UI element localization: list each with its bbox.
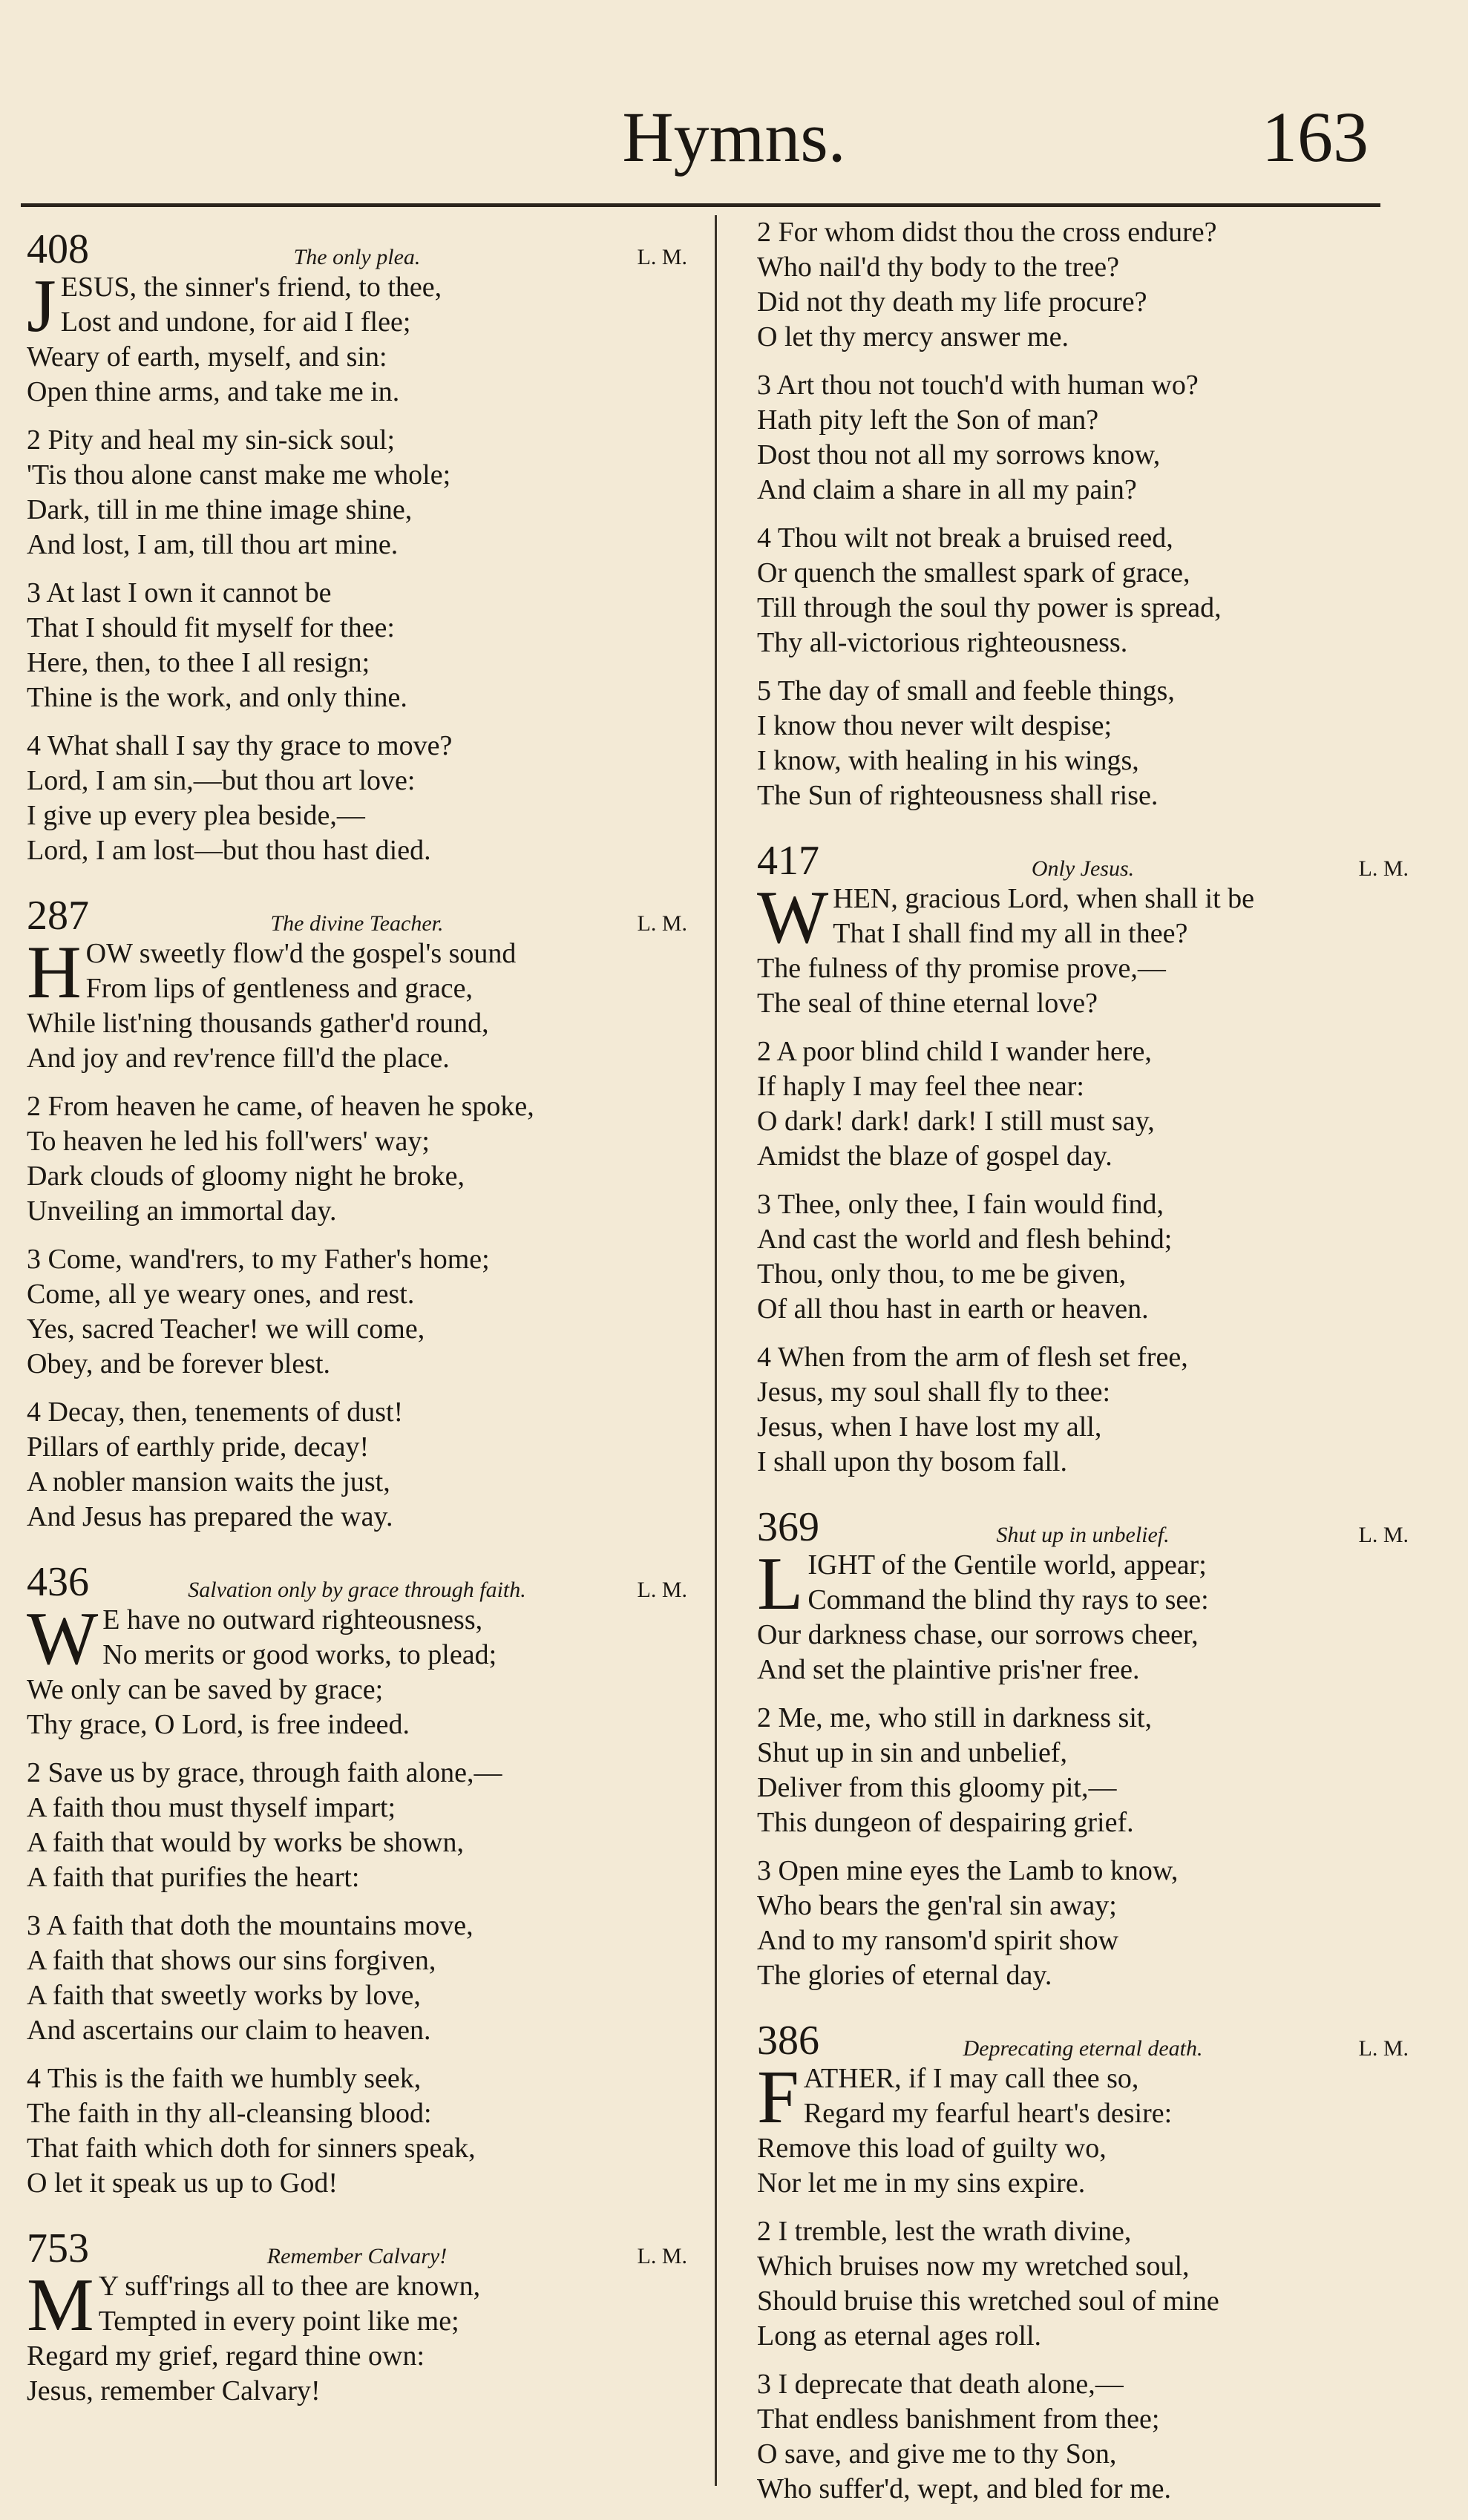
verse — [757, 1542, 1409, 1687]
hymn-meter: L. M. — [637, 245, 687, 269]
verse-line: 2 Pity and heal my sin-sick soul; — [27, 424, 396, 456]
verse-line: 2 Me, me, who still in darkness sit, — [757, 1702, 1152, 1733]
verse-line: Or quench the smallest spark of grace, — [757, 557, 1190, 588]
hymn — [27, 1548, 687, 2201]
verse-line: Till through the soul thy power is spread, — [757, 592, 1222, 623]
verse-line: I give up every plea beside,— — [27, 800, 365, 831]
verse-line: O save, and give me to thy Son, — [757, 2438, 1117, 2470]
verse-line: Tempted in every point like me; — [98, 2306, 459, 2337]
verse-line: A faith that sweetly works by love, — [27, 1980, 421, 2011]
verse-line: Lord, I am lost—but thou hast died. — [27, 835, 431, 866]
verse-line: A nobler mansion waits the just, — [27, 1466, 390, 1497]
verse-line: 3 Open mine eyes the Lamb to know, — [757, 1855, 1179, 1886]
verse-line: The Sun of righteousness shall rise. — [757, 780, 1159, 811]
hymn — [757, 2007, 1409, 2507]
verse-line: We only can be saved by grace; — [27, 1674, 384, 1705]
hymn-header — [27, 215, 687, 270]
verse-line: 2 For whom didst thou the cross endure? — [757, 217, 1217, 248]
verse-line: Come, all ye weary ones, and rest. — [27, 1279, 415, 1310]
hymn-number: 408 — [27, 226, 89, 272]
drop-cap: H — [27, 931, 82, 1014]
verse-line: Thy all-victorious righteousness. — [757, 627, 1128, 658]
verse — [757, 215, 1409, 355]
verse — [27, 931, 687, 1076]
verse-line: Y suff'rings all to thee are known, — [98, 2271, 481, 2302]
verse — [757, 876, 1409, 1021]
hymn-title: Deprecating eternal death. — [963, 2036, 1203, 2061]
verse — [27, 576, 687, 715]
verse-line: Dark clouds of gloomy night he broke, — [27, 1161, 465, 1192]
verse-line: Regard my grief, regard thine own: — [27, 2340, 425, 2372]
verse-line: Who nail'd thy body to the tree? — [757, 252, 1120, 283]
verse-line: And joy and rev'rence fill'd the place. — [27, 1043, 450, 1074]
hymn-title: Shut up in unbelief. — [996, 1523, 1170, 1547]
verse-line: 5 The day of small and feeble things, — [757, 675, 1175, 706]
verse — [27, 729, 687, 868]
hymn-header — [27, 882, 687, 939]
verse-line: Who bears the gen'ral sin away; — [757, 1890, 1117, 1921]
verse-line: 2 A poor blind child I wander here, — [757, 1036, 1152, 1067]
verse-line: That endless banishment from thee; — [757, 2403, 1160, 2435]
verse-line: OW sweetly flow'd the gospel's sound — [85, 938, 517, 969]
verse-line: 3 A faith that doth the mountains move, — [27, 1910, 474, 1941]
verse — [757, 2055, 1409, 2201]
verse-line: A faith thou must thyself impart; — [27, 1792, 396, 1823]
verse-line: No merits or good works, to plead; — [102, 1639, 497, 1670]
verse-line: While list'ning thousands gather'd round, — [27, 1008, 489, 1039]
verse-line: Yes, sacred Teacher! we will come, — [27, 1313, 425, 1345]
header-rule — [21, 203, 1380, 207]
verse-line: ATHER, if I may call thee so, — [803, 2063, 1139, 2094]
hymn-title: The only plea. — [293, 245, 421, 269]
verse-line: Our darkness chase, our sorrows cheer, — [757, 1619, 1199, 1650]
hymn-meter: L. M. — [637, 2244, 687, 2268]
drop-cap: L — [757, 1542, 804, 1626]
verse-line: O dark! dark! dark! I still must say, — [757, 1106, 1155, 1137]
verse-line: 2 I tremble, lest the wrath divine, — [757, 2216, 1132, 2247]
hymn-title: The divine Teacher. — [270, 911, 444, 936]
hymn-header — [27, 1548, 687, 1603]
verse — [757, 674, 1409, 813]
verse-line: I know thou never wilt despise; — [757, 710, 1113, 741]
hymn-meter: L. M. — [1358, 856, 1409, 881]
verse-line: Jesus, my soul shall fly to thee: — [757, 1377, 1111, 1408]
hymn-title: Salvation only by grace through faith. — [188, 1578, 526, 1602]
verse-line: Pillars of earthly pride, decay! — [27, 1431, 370, 1463]
verse-line: A faith that purifies the heart: — [27, 1862, 360, 1893]
verse-line: HEN, gracious Lord, when shall it be — [833, 883, 1255, 914]
verse-line: Jesus, remember Calvary! — [27, 2375, 321, 2406]
verse-line: To heaven he led his foll'wers' way; — [27, 1126, 430, 1157]
drop-cap: W — [757, 876, 829, 959]
verse-line: Should bruise this wretched soul of mine — [757, 2286, 1219, 2317]
verse-line: 4 Decay, then, tenements of dust! — [27, 1397, 404, 1428]
verse-line: Command the blind thy rays to see: — [807, 1584, 1209, 1615]
page-number: 163 — [1262, 97, 1369, 177]
hymn-header — [757, 1493, 1409, 1548]
verse-line: IGHT of the Gentile world, appear; — [807, 1549, 1207, 1581]
verse-line: If haply I may feel thee near: — [757, 1071, 1084, 1102]
hymn-header — [757, 827, 1409, 882]
verse-line: I shall upon thy bosom fall. — [757, 1446, 1067, 1477]
hymn-meter: L. M. — [637, 1578, 687, 1602]
verse — [27, 423, 687, 562]
verse-line: Dark, till in me thine image shine, — [27, 494, 413, 525]
hymn-meter: L. M. — [1358, 1523, 1409, 1547]
verse-line: Regard my fearful heart's desire: — [803, 2098, 1173, 2129]
left-column — [27, 215, 687, 2422]
hymn — [27, 215, 687, 868]
hymn-number: 386 — [757, 2018, 819, 2064]
verse-line: O let thy mercy answer me. — [757, 321, 1069, 352]
verse-line: That I shall find my all in thee? — [833, 918, 1188, 949]
hymn — [27, 2214, 687, 2409]
hymn-number: 417 — [757, 838, 819, 884]
verse — [757, 1340, 1409, 1480]
verse-line: 2 From heaven he came, of heaven he spoke, — [27, 1091, 534, 1122]
verse-line: Who suffer'd, wept, and bled for me. — [757, 2473, 1172, 2504]
verse-line: Deliver from this gloomy pit,— — [757, 1772, 1117, 1803]
verse-line: And to my ransom'd spirit show — [757, 1925, 1119, 1956]
drop-cap: F — [757, 2055, 799, 2139]
verse-line: Did not thy death my life procure? — [757, 286, 1147, 318]
verse-line: Unveiling an immortal day. — [27, 1195, 337, 1227]
verse-line: 4 What shall I say thy grace to move? — [27, 730, 453, 761]
drop-cap: W — [27, 1597, 99, 1681]
verse — [757, 1187, 1409, 1327]
verse-line: ESUS, the sinner's friend, to thee, — [60, 272, 442, 303]
verse — [757, 1034, 1409, 1174]
verse-line: Here, then, to thee I all resign; — [27, 647, 370, 678]
verse-line: E have no outward righteousness, — [102, 1604, 483, 1635]
verse-line: Of all thou hast in earth or heaven. — [757, 1293, 1149, 1325]
drop-cap: M — [27, 2263, 94, 2347]
verse-line: Thou, only thou, to me be given, — [757, 1259, 1127, 1290]
verse-line: 4 This is the faith we humbly seek, — [27, 2063, 422, 2094]
verse-line: A faith that would by works be shown, — [27, 1827, 464, 1858]
verse-line: 'Tis thou alone canst make me whole; — [27, 459, 451, 490]
hymn-header — [757, 2007, 1409, 2064]
verse-line: Hath pity left the Son of man? — [757, 404, 1099, 436]
verse-line: And ascertains our claim to heaven. — [27, 2015, 431, 2046]
verse-line: Amidst the blaze of gospel day. — [757, 1141, 1113, 1172]
verse — [27, 1756, 687, 1895]
hymn — [757, 1493, 1409, 1993]
verse — [757, 368, 1409, 508]
verse — [757, 521, 1409, 660]
hymn — [757, 215, 1409, 813]
verse-line: Remove this load of guilty wo, — [757, 2133, 1107, 2164]
verse-line: Lost and undone, for aid I flee; — [60, 306, 411, 338]
verse — [27, 2061, 687, 2201]
verse-line: 3 I deprecate that death alone,— — [757, 2369, 1124, 2400]
verse-line: 3 Thee, only thee, I fain would find, — [757, 1189, 1164, 1220]
right-column — [757, 215, 1409, 2520]
verse — [27, 1909, 687, 2048]
hymn-title: Only Jesus. — [1031, 856, 1135, 881]
verse-line: The fulness of thy promise prove,— — [757, 953, 1166, 984]
hymn-number: 287 — [27, 893, 89, 939]
verse-line: Open thine arms, and take me in. — [27, 376, 400, 407]
verse — [27, 2263, 687, 2409]
verse-line: Thy grace, O Lord, is free indeed. — [27, 1709, 410, 1740]
verse-line: That I should fit myself for thee: — [27, 612, 395, 643]
column-divider — [715, 215, 717, 2486]
hymn-meter: L. M. — [637, 911, 687, 936]
verse-line: Obey, and be forever blest. — [27, 1348, 331, 1379]
verse — [27, 1089, 687, 1229]
verse-line: The faith in thy all-cleansing blood: — [27, 2098, 432, 2129]
verse-line: 3 At last I own it cannot be — [27, 577, 332, 608]
page-title: Hymns. — [622, 97, 846, 177]
verse — [757, 2214, 1409, 2354]
hymn — [757, 827, 1409, 1480]
verse-line: From lips of gentleness and grace, — [85, 973, 473, 1004]
verse-line: Shut up in sin and unbelief, — [757, 1737, 1067, 1768]
verse-line: 3 Art thou not touch'd with human wo? — [757, 370, 1199, 401]
verse-line: A faith that shows our sins forgiven, — [27, 1945, 436, 1976]
verse — [27, 1242, 687, 1382]
verse-line: Which bruises now my wretched soul, — [757, 2251, 1190, 2282]
verse-line: That faith which doth for sinners speak, — [27, 2133, 476, 2164]
verse-line: And set the plaintive pris'ner free. — [757, 1654, 1140, 1685]
verse-line: And Jesus has prepared the way. — [27, 1501, 393, 1532]
verse — [757, 2367, 1409, 2507]
verse-line: Nor let me in my sins expire. — [757, 2168, 1086, 2199]
verse-line: I know, with healing in his wings, — [757, 745, 1139, 776]
verse-line: And claim a share in all my pain? — [757, 474, 1137, 505]
verse-line: And cast the world and flesh behind; — [757, 1224, 1173, 1255]
verse-line: Dost thou not all my sorrows know, — [757, 439, 1161, 470]
verse — [27, 264, 687, 410]
verse-line: 3 Come, wand'rers, to my Father's home; — [27, 1244, 490, 1275]
verse-line: Lord, I am sin,—but thou art love: — [27, 765, 416, 796]
verse-line: O let it speak us up to God! — [27, 2168, 338, 2199]
verse-line: Jesus, when I have lost my all, — [757, 1411, 1102, 1443]
verse — [757, 1854, 1409, 1993]
hymn-title: Remember Calvary! — [266, 2244, 448, 2268]
verse-line: The glories of eternal day. — [757, 1960, 1052, 1991]
verse-line: 4 Thou wilt not break a bruised reed, — [757, 522, 1173, 554]
verse-line: The seal of thine eternal love? — [757, 988, 1098, 1019]
verse-line: Thine is the work, and only thine. — [27, 682, 407, 713]
hymn — [27, 882, 687, 1535]
hymn-header — [27, 2214, 687, 2269]
hymn-meter: L. M. — [1358, 2036, 1409, 2061]
verse — [27, 1395, 687, 1535]
verse-line: This dungeon of despairing grief. — [757, 1807, 1134, 1838]
hymn-number: 369 — [757, 1504, 819, 1550]
verse-line: Long as eternal ages roll. — [757, 2320, 1042, 2352]
verse-line: Weary of earth, myself, and sin: — [27, 341, 387, 373]
verse-line: 4 When from the arm of flesh set free, — [757, 1342, 1188, 1373]
verse-line: And lost, I am, till thou art mine. — [27, 529, 399, 560]
hymn-number: 753 — [27, 2225, 89, 2271]
verse — [27, 1597, 687, 1742]
verse — [757, 1701, 1409, 1840]
verse-line: 2 Save us by grace, through faith alone,— — [27, 1757, 502, 1788]
drop-cap: J — [27, 264, 56, 348]
hymn-number: 436 — [27, 1559, 89, 1605]
